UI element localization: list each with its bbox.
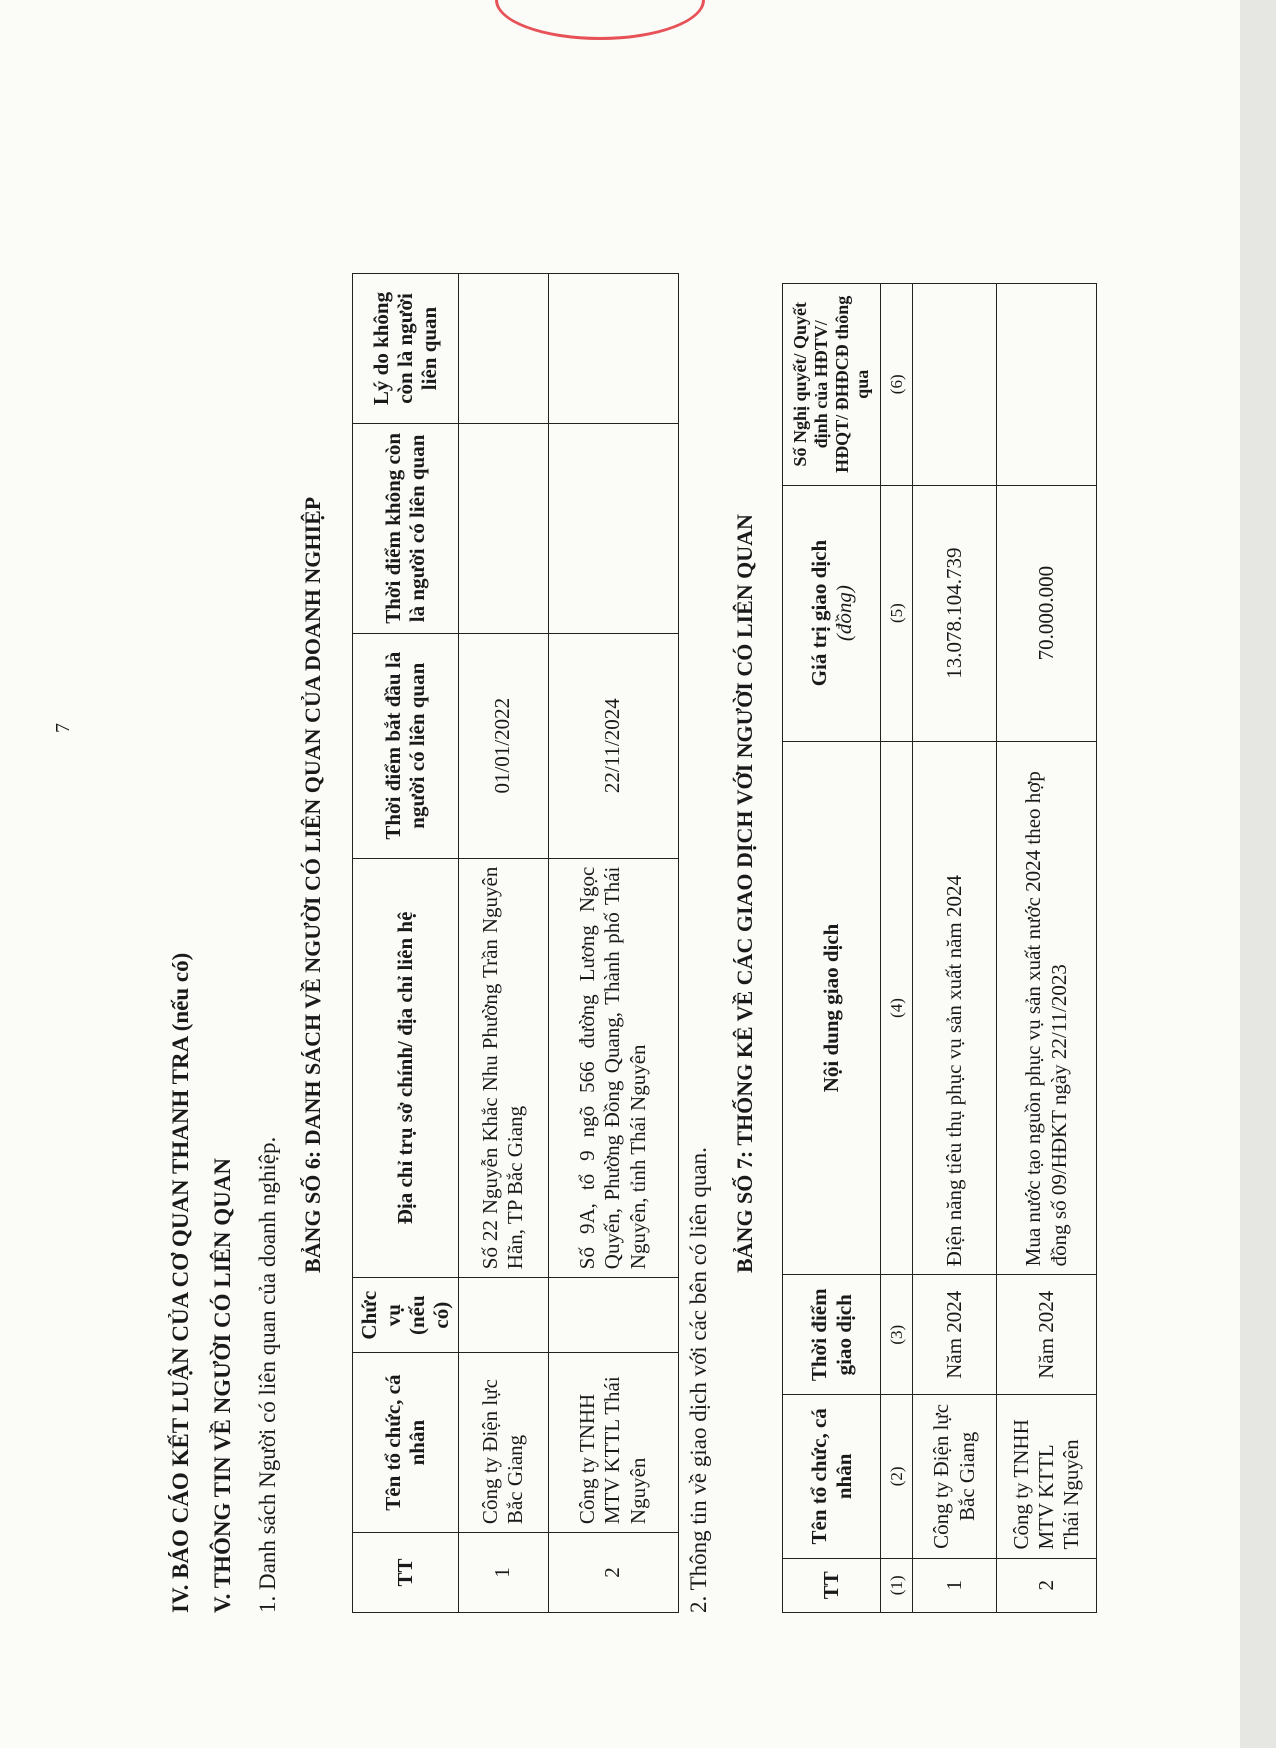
table7-cell-content: Điện năng tiêu thụ phục vụ sản xuất năm 2024: [913, 741, 997, 1275]
table7-cell-content: Mua nước tạo nguồn phục vụ sản xuất nước 2024 theo hợp đồng số 09/HĐKT ngày 22/11/2023: [997, 741, 1097, 1275]
table6-cell-name: Công ty TNHH MTV KTTL Thái Nguyên: [548, 1353, 678, 1533]
table6-header-address: Địa chỉ trụ sở chính/ địa chỉ liên hệ: [353, 858, 459, 1278]
table7-caption: BẢNG SỐ 7: THỐNG KÊ VỀ CÁC GIAO DỊCH VỚI NGƯỜI CÓ LIÊN QUAN: [732, 514, 757, 1273]
table6-cell-position: [458, 1278, 548, 1353]
table7-cell-time: Năm 2024: [997, 1275, 1097, 1395]
table6-header-start: Thời điểm bắt đầu là người có liên quan: [353, 633, 459, 858]
table-related-persons: [352, 273, 679, 1613]
table7-header-value: [783, 485, 881, 741]
table7-cell-time: Năm 2024: [913, 1275, 997, 1395]
table7-header-value-unit: (đồng): [831, 585, 856, 642]
table6-cell-position: [548, 1278, 678, 1353]
table6-cell-address: Số 9A, tổ 9 ngõ 566 đường Lương Ngọc Quyến, Phường Đồng Quang, Thành phố Thái Nguyên, tỉnh Thái Nguyên: [548, 858, 678, 1278]
col-number: (5): [881, 485, 913, 741]
table6-cell-end: [548, 423, 678, 633]
table6-cell-name: Công ty Điện lực Bắc Giang: [458, 1353, 548, 1533]
table-row: [548, 274, 678, 1613]
table7-cell-tt: 1: [913, 1558, 997, 1612]
table-row: [913, 284, 997, 1613]
table7-header-value-label: Giá trị giao dịch: [807, 539, 832, 687]
col-number: (6): [881, 284, 913, 486]
heading-section-v: V. THÔNG TIN VỀ NGƯỜI CÓ LIÊN QUAN: [210, 1158, 235, 1613]
table6-header-tt: TT: [353, 1533, 459, 1613]
table6-cell-tt: 2: [548, 1533, 678, 1613]
table7-header-tt: TT: [783, 1558, 881, 1612]
table6-header-end: Thời điểm không còn là người có liên quan: [353, 423, 459, 633]
table7-cell-resolution: [913, 284, 997, 486]
heading-section-iv: IV. BÁO CÁO KẾT LUẬN CỦA CƠ QUAN THANH TRA (nếu có): [168, 952, 193, 1613]
table7-header-resolution: Số Nghị quyết/ Quyết định của HĐTV/ HĐQT/ ĐHĐCĐ thông qua: [783, 284, 881, 486]
table6-cell-end: [458, 423, 548, 633]
table7-header-row: [783, 284, 881, 1613]
table7-cell-value: 70.000.000: [997, 485, 1097, 741]
table7-cell-resolution: [997, 284, 1097, 486]
col-number: (1): [881, 1558, 913, 1612]
table7-cell-value: 13.078.104.739: [913, 485, 997, 741]
table-row: [458, 274, 548, 1613]
page-number: 7: [52, 723, 74, 733]
col-number: (3): [881, 1275, 913, 1395]
table-row: [997, 284, 1097, 1613]
table6-header-name: Tên tổ chức, cá nhân: [353, 1353, 459, 1533]
table7-cell-name: Công ty Điện lực Bắc Giang: [913, 1395, 997, 1558]
table7-header-content: Nội dung giao dịch: [783, 741, 881, 1275]
paragraph-transactions: 2. Thông tin về giao dịch với các bên có liên quan.: [686, 1147, 711, 1613]
table6-caption: BẢNG SỐ 6: DANH SÁCH VỀ NGƯỜI CÓ LIÊN QUAN CỦA DOANH NGHIỆP: [300, 496, 325, 1273]
table6-cell-reason: [458, 274, 548, 424]
table6-cell-tt: 1: [458, 1533, 548, 1613]
table7-cell-tt: 2: [997, 1558, 1097, 1612]
table6-cell-start: 01/01/2022: [458, 633, 548, 858]
scanner-edge: [1240, 0, 1276, 1748]
table6-cell-address: Số 22 Nguyễn Khắc Nhu Phường Trần Nguyên Hãn, TP Bắc Giang: [458, 858, 548, 1278]
table6-header-position: Chức vụ (nếu có): [353, 1278, 459, 1353]
table7-cell-name: Công ty TNHH MTV KTTL Thái Nguyên: [997, 1395, 1097, 1558]
table-transactions: [782, 283, 1097, 1613]
table6-cell-start: 22/11/2024: [548, 633, 678, 858]
table7-header-name: Tên tổ chức, cá nhân: [783, 1395, 881, 1558]
table7-header-time: Thời điểm giao dịch: [783, 1275, 881, 1395]
paragraph-related-list: 1. Danh sách Người có liên quan của doanh nghiệp.: [255, 1136, 280, 1613]
table6-cell-reason: [548, 274, 678, 424]
col-number: (4): [881, 741, 913, 1275]
table7-column-numbers: [881, 284, 913, 1613]
table6-header-reason: Lý do không còn là người liên quan: [353, 274, 459, 424]
table6-header-row: [353, 274, 459, 1613]
col-number: (2): [881, 1395, 913, 1558]
